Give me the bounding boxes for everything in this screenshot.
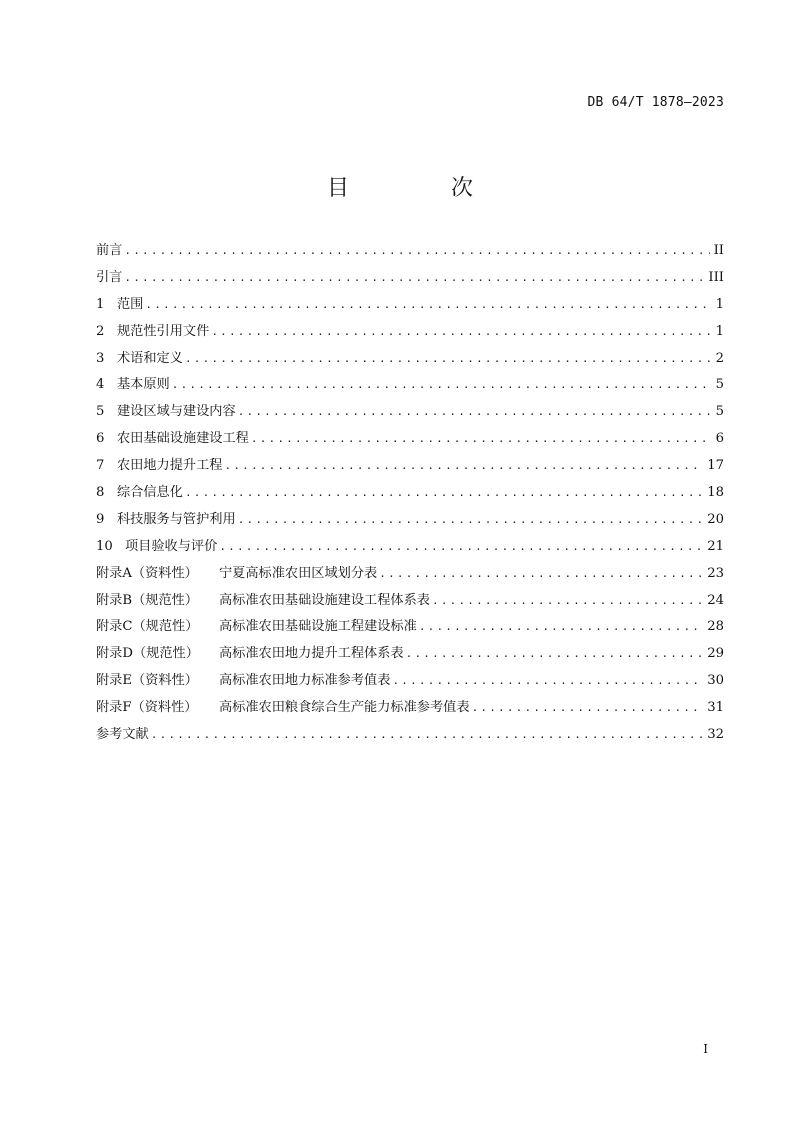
toc-entry-section-1[interactable]: [96, 295, 724, 322]
toc-entry-label: 高标准农田地力提升工程体系表: [219, 646, 404, 662]
page-title: 目 次: [326, 176, 513, 201]
toc-entry-section-8[interactable]: [96, 483, 724, 510]
toc-entry-references[interactable]: [96, 725, 724, 752]
dot-leader: [151, 725, 703, 745]
toc-entry-label: 引言: [96, 269, 123, 285]
toc-section-number: 9: [96, 511, 105, 527]
toc-entry-appendix-b[interactable]: [96, 591, 724, 618]
toc-entry-section-5[interactable]: [96, 402, 724, 429]
dot-leader: [185, 483, 703, 503]
toc-page-number: 21: [707, 538, 724, 554]
toc-entry-label: 基本原则: [117, 377, 170, 393]
toc-entry-section-3[interactable]: [96, 349, 724, 376]
toc-entry-appendix-c[interactable]: [96, 617, 724, 644]
toc-entry-appendix-e[interactable]: [96, 671, 724, 698]
toc-page-number: 1: [715, 323, 724, 339]
toc-page-number: 6: [715, 431, 724, 447]
toc-page-number: 30: [707, 673, 724, 689]
toc-entry-label: 建设区域与建设内容: [117, 404, 236, 420]
toc-entry-appendix-f[interactable]: [96, 698, 724, 725]
toc-entry-section-10[interactable]: [96, 537, 724, 564]
toc-page-number: 1: [715, 296, 724, 312]
toc-section-number: 7: [96, 458, 105, 474]
toc-section-number: 1: [96, 296, 105, 312]
toc-section-number: 3: [96, 350, 105, 366]
toc-section-number: 8: [96, 485, 105, 501]
toc-page-number: 5: [715, 404, 724, 420]
toc-page-number: 28: [707, 619, 724, 635]
dot-leader: [251, 429, 710, 449]
toc-page-number: III: [708, 269, 724, 285]
toc-entry-appendix-d[interactable]: [96, 644, 724, 671]
appendix-prefix: 附录A（资料性）: [96, 565, 198, 581]
dot-leader: [145, 295, 710, 315]
toc-entry-section-4[interactable]: [96, 375, 724, 402]
toc-entry-label: 农田基础设施建设工程: [117, 431, 249, 447]
toc-entry-section-7[interactable]: [96, 456, 724, 483]
toc-section-number: 5: [96, 404, 105, 420]
toc-entry-label: 综合信息化: [117, 485, 183, 501]
dot-leader: [211, 322, 710, 342]
toc-page-number: 29: [707, 646, 724, 662]
dot-leader: [219, 537, 703, 557]
toc-entry-label: 农田地力提升工程: [117, 458, 223, 474]
dot-leader: [419, 617, 703, 637]
appendix-prefix: 附录B（规范性）: [96, 592, 199, 608]
toc-entry-label: 高标准农田粮食综合生产能力标准参考值表: [219, 700, 470, 716]
toc-page-number: 17: [707, 458, 724, 474]
dot-leader: [185, 349, 710, 369]
toc-entry-label: 参考文献: [96, 727, 149, 743]
toc-page-number: 20: [707, 511, 724, 527]
toc-entry-introduction[interactable]: [96, 268, 724, 295]
toc-entry-section-9[interactable]: [96, 510, 724, 537]
toc-page-number: 18: [707, 485, 724, 501]
toc-entry-section-2[interactable]: [96, 322, 724, 349]
appendix-prefix: 附录E（资料性）: [96, 673, 198, 689]
toc-entry-label: 科技服务与管护利用: [117, 511, 236, 527]
toc-entry-label: 前言: [96, 243, 123, 258]
toc-page-number: 23: [707, 565, 724, 581]
dot-leader: [124, 241, 709, 261]
toc-page-number: 24: [707, 592, 724, 608]
toc-entry-label: 高标准农田基础设施建设工程体系表: [219, 592, 430, 608]
dot-leader: [124, 268, 704, 288]
toc-page-number: 5: [715, 377, 724, 393]
dot-leader: [238, 402, 710, 422]
toc-section-number: 6: [96, 431, 105, 447]
appendix-prefix: 附录F（资料性）: [96, 700, 198, 716]
toc-section-number: 2: [96, 323, 105, 339]
toc-entry-label: 高标准农田地力标准参考值表: [219, 673, 391, 689]
dot-leader: [432, 591, 703, 611]
toc-page-number: II: [713, 243, 724, 258]
dot-leader: [225, 456, 704, 476]
dot-leader: [238, 510, 704, 530]
toc-page-number: 2: [715, 350, 724, 366]
toc-entry-label: 宁夏高标准农田区域划分表: [219, 565, 378, 581]
toc-entry-label: 规范性引用文件: [117, 323, 210, 339]
appendix-prefix: 附录D（规范性）: [96, 646, 199, 662]
toc-entry-label: 范围: [117, 296, 144, 312]
dot-leader: [379, 564, 703, 584]
toc-entry-label: 项目验收与评价: [125, 538, 218, 554]
page-number: I: [703, 1042, 708, 1056]
toc-entry-label: 高标准农田基础设施工程建设标准: [219, 619, 417, 635]
appendix-prefix: 附录C（规范性）: [96, 619, 199, 635]
dot-leader: [172, 375, 710, 395]
dot-leader: [472, 698, 704, 718]
toc-section-number: 4: [96, 377, 105, 393]
dot-leader: [392, 671, 703, 691]
dot-leader: [406, 644, 704, 664]
toc-page-number: 31: [707, 700, 724, 716]
toc-entry-appendix-a[interactable]: [96, 564, 724, 591]
toc-entry-label: 术语和定义: [117, 350, 183, 366]
toc-page-number: 32: [707, 727, 724, 743]
toc-entry-foreword[interactable]: [96, 241, 724, 268]
standard-code: DB 64/T 1878—2023: [587, 95, 724, 110]
table-of-contents: [96, 241, 724, 752]
toc-section-number: 10: [96, 538, 113, 554]
toc-entry-section-6[interactable]: [96, 429, 724, 456]
